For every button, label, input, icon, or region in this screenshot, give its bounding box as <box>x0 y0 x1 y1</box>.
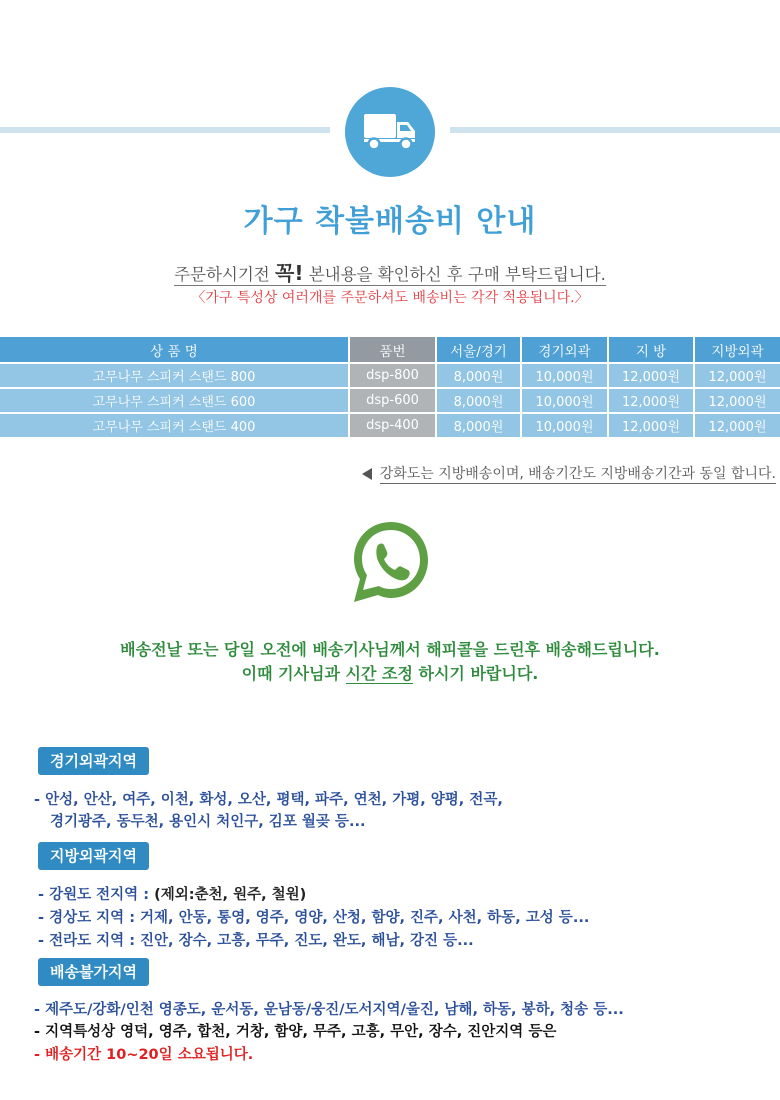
col-header-seoul: 서울/경기 <box>436 337 521 363</box>
gyeonggi-regions-line1: - 안성, 안산, 여주, 이천, 화성, 오산, 평택, 파주, 연천, 가평, 양평, 전곡, <box>34 792 503 808</box>
divider-right <box>450 127 780 133</box>
cell-price: 10,000원 <box>521 363 608 388</box>
unavailable-regions: - 제주도/강화/인천 영종도, 운서동, 운남동/웅진/도서지역/울진, 남해, 하동, 봉하, 청송 등... <box>34 1002 624 1018</box>
region-note <box>362 463 776 483</box>
cell-price: 10,000원 <box>521 388 608 413</box>
shipping-fee-table <box>0 337 780 439</box>
region-note-text: 강화도는 지방배송이며, 배송기간도 지방배송기간과 동일 합니다. <box>379 466 776 482</box>
cell-code: dsp-600 <box>349 388 436 413</box>
cell-code: dsp-400 <box>349 413 436 438</box>
cell-price: 8,000원 <box>436 388 521 413</box>
jeolla-regions: - 전라도 지역 : 진안, 장수, 고흥, 무주, 진도, 완도, 해남, 강진 등... <box>38 933 474 949</box>
gangwon-regions <box>38 883 306 904</box>
time-adjust-suffix: 하시기 바랍니다. <box>412 664 539 683</box>
subtitle-prefix: 주문하시기전 <box>174 265 275 284</box>
special-regions-note: - 지역특성상 영덕, 영주, 합천, 거창, 함양, 무주, 고흥, 무안, 장수, 진안지역 등은 <box>34 1024 557 1040</box>
cell-price: 12,000원 <box>694 363 780 388</box>
cell-price: 8,000원 <box>436 363 521 388</box>
subtitle <box>0 257 780 286</box>
table-row <box>0 363 780 388</box>
cell-product: 고무나무 스피커 스탠드 600 <box>0 388 349 413</box>
col-header-jibang: 지 방 <box>608 337 694 363</box>
badge-gyeonggi-outer: 경기외곽지역 <box>38 747 149 775</box>
time-adjust-text <box>0 661 780 684</box>
cell-price: 10,000원 <box>521 413 608 438</box>
cell-price: 12,000원 <box>608 413 694 438</box>
page-title: 가구 착불배송비 안내 <box>243 204 537 239</box>
cell-product: 고무나무 스피커 스탠드 800 <box>0 363 349 388</box>
truck-icon <box>345 87 435 177</box>
badge-jibang-outer: 지방외곽지역 <box>38 842 149 870</box>
divider-left <box>0 127 330 133</box>
gyeonggi-regions-line2: 경기광주, 동두천, 용인시 처인구, 김포 월곶 등... <box>50 814 366 830</box>
gyeongsang-regions: - 경상도 지역 : 거제, 안동, 통영, 영주, 영양, 산청, 함양, 진주, 사천, 하동, 고성 등... <box>38 910 590 926</box>
happy-call-text: 배송전날 또는 당일 오전에 배송기사님께서 해피콜을 드린후 배송해드립니다. <box>120 640 660 659</box>
badge-unavailable: 배송불가지역 <box>38 958 149 986</box>
cell-price: 8,000원 <box>436 413 521 438</box>
cell-product: 고무나무 스피커 스탠드 400 <box>0 413 349 438</box>
table-header-row <box>0 337 780 363</box>
subtitle-suffix: 본내용을 확인하신 후 구매 부탁드립니다. <box>303 265 606 284</box>
col-header-gyeonggi-outer: 경기외곽 <box>521 337 608 363</box>
cell-price: 12,000원 <box>608 388 694 413</box>
gangwon-exclusion: (제외:춘천, 원주, 철원) <box>154 887 307 903</box>
time-adjust-emphasis: 시간 조정 <box>345 664 413 683</box>
time-adjust-prefix: 이때 기사님과 <box>241 664 346 683</box>
cell-code: dsp-800 <box>349 363 436 388</box>
delivery-period-note: - 배송기간 10~20일 소요됩니다. <box>34 1047 254 1063</box>
table-row <box>0 413 780 438</box>
cell-price: 12,000원 <box>694 388 780 413</box>
whatsapp-phone-icon <box>350 518 432 608</box>
cell-price: 12,000원 <box>608 363 694 388</box>
col-header-jibang-outer: 지방외곽 <box>694 337 780 363</box>
gangwon-label: - 강원도 전지역 : <box>38 887 155 903</box>
col-header-product: 상 품 명 <box>0 337 349 363</box>
shipping-note: 〈가구 특성상 여러개를 주문하셔도 배송비는 각각 적용됩니다.〉 <box>191 290 589 306</box>
col-header-code: 품번 <box>349 337 436 363</box>
table-row <box>0 388 780 413</box>
subtitle-emphasis: 꼭! <box>275 261 304 285</box>
triangle-left-icon <box>362 468 372 480</box>
cell-price: 12,000원 <box>694 413 780 438</box>
